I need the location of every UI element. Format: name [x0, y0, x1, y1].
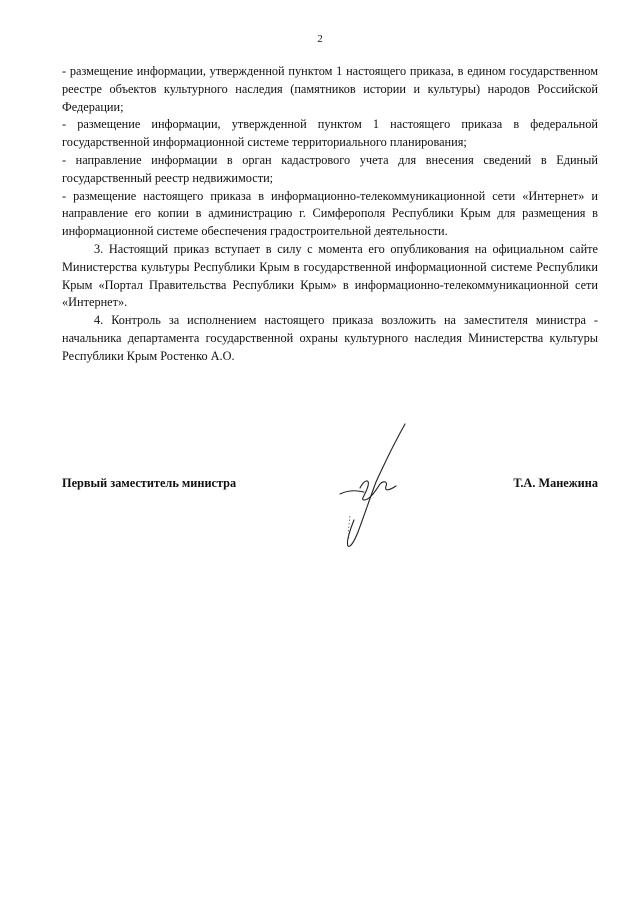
signature-block — [62, 476, 598, 496]
document-body — [62, 63, 598, 366]
signer-name: Т.А. Манежина — [513, 476, 598, 490]
page-number: 2 — [317, 33, 323, 45]
paragraph-item-1: - размещение информации, утвержденной пунктом 1 настоящего приказа, в едином государственном реестре объектов культурного наследия (памятников истории и культуры) народов Российской Федерации; — [62, 64, 598, 114]
paragraph-item-3: - направление информации в орган кадастрового учета для внесения сведений в Единый государственный реестр недвижимости; — [62, 152, 598, 185]
signer-title: Первый заместитель министра — [62, 476, 237, 490]
paragraph-point-4: 4. Контроль за исполнением настоящего приказа возложить на заместителя министра - начальника департамента государственной охраны культурного наследия Министерства культуры Республики Крым Ростенко А.О. — [62, 313, 598, 363]
paragraph-item-2: - размещение информации, утвержденной пунктом 1 настоящего приказа в федеральной государственной информационной системе территориального планирования; — [62, 117, 598, 150]
paragraph-item-4: - размещение настоящего приказа в информационно-телекоммуникационной сети «Интернет» и направление его копии в администрацию г. Симферополя Республики Крым для размещения в информационной системе обеспечения градостроительной деятельности. — [62, 188, 598, 239]
paragraph-point-3: 3. Настоящий приказ вступает в силу с момента его опубликования на официальном сайте Министерства культуры Республики Крым в государственной информационной системе Республики Крым «Портал Правительства Республики Крым» в информационно-телекоммуникационной сети «Интернет». — [62, 241, 598, 310]
